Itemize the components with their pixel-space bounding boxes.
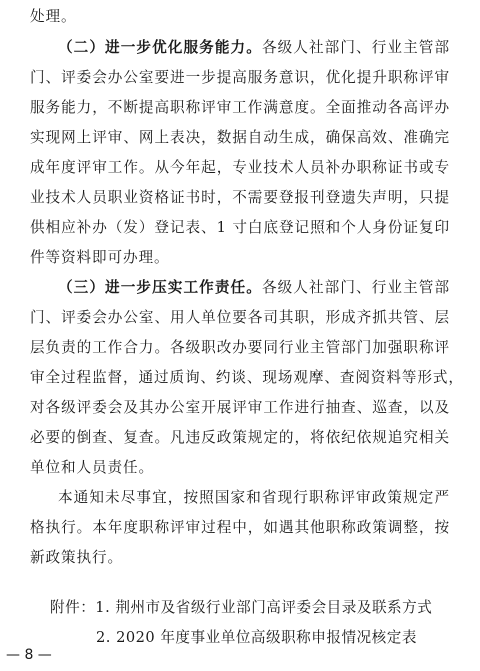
paragraph-line: 必要的倒查、复查。凡违反政策规定的，将依纪依规追究相关: [30, 429, 450, 446]
paragraph-first-line: [58, 38, 450, 58]
paragraph-line: 供相应补办（发）登记表、1 寸白底登记照和个人身份证复印: [30, 219, 450, 236]
section-heading: （二）进一步优化服务能力。: [58, 39, 262, 56]
paragraph-line: 门、评委会办公室要进一步提高服务意识，优化提升职称评审: [30, 69, 450, 86]
paragraph-line: 格执行。本年度职称评审过程中，如遇其他职称政策调整，按: [30, 519, 450, 536]
paragraph-text: 各级人社部门、行业主管部: [261, 39, 450, 56]
section-heading: （三）进一步压实工作责任。: [58, 279, 262, 296]
paragraph-line: 单位和人员责任。: [30, 459, 154, 476]
paragraph-line: 业技术人员职业资格证书时，不需要登报刊登遗失声明，只提: [30, 189, 450, 206]
paragraph-first-line: [58, 278, 450, 298]
paragraph-line: 处理。: [30, 8, 77, 25]
paragraph-line: 成年度评审工作。从今年起，专业技术人员补办职称证书或专: [30, 159, 450, 176]
attachment-label: 附件：: [50, 599, 96, 616]
paragraph-line: 服务能力，不断提高职称评审工作满意度。全面推动各高评办: [30, 99, 450, 116]
paragraph-line: 新政策执行。: [30, 549, 123, 566]
paragraph-line: 审全过程监督，通过质询、约谈、现场观摩、查阅资料等形式，: [30, 369, 464, 386]
paragraph-line: 实现网上评审、网上表决，数据自动生成，确保高效、准确完: [30, 129, 450, 146]
attachment-item: 2. 2020 年度事业单位高级职称申报情况核定表: [96, 629, 417, 646]
paragraph-line: 件等资料即可办理。: [30, 249, 170, 266]
paragraph-line: 层负责的工作合力。各级职改办要同行业主管部门加强职称评: [30, 339, 450, 356]
paragraph-line: 对各级评委会及其办公室开展评审工作进行抽查、巡查，以及: [30, 399, 450, 416]
attachment-item: 1. 荆州市及省级行业部门高评委会目录及联系方式: [95, 599, 433, 616]
paragraph-line: 门、评委会办公室、用人单位要各司其职，形成齐抓共管、层: [30, 309, 450, 326]
paragraph-first-line: 本通知未尽事宜，按照国家和省现行职称评审政策规定严: [58, 489, 450, 506]
paragraph-text: 各级人社部门、行业主管部: [261, 279, 450, 296]
attachment-line: [50, 598, 432, 618]
page-number: — 8 —: [6, 647, 52, 663]
